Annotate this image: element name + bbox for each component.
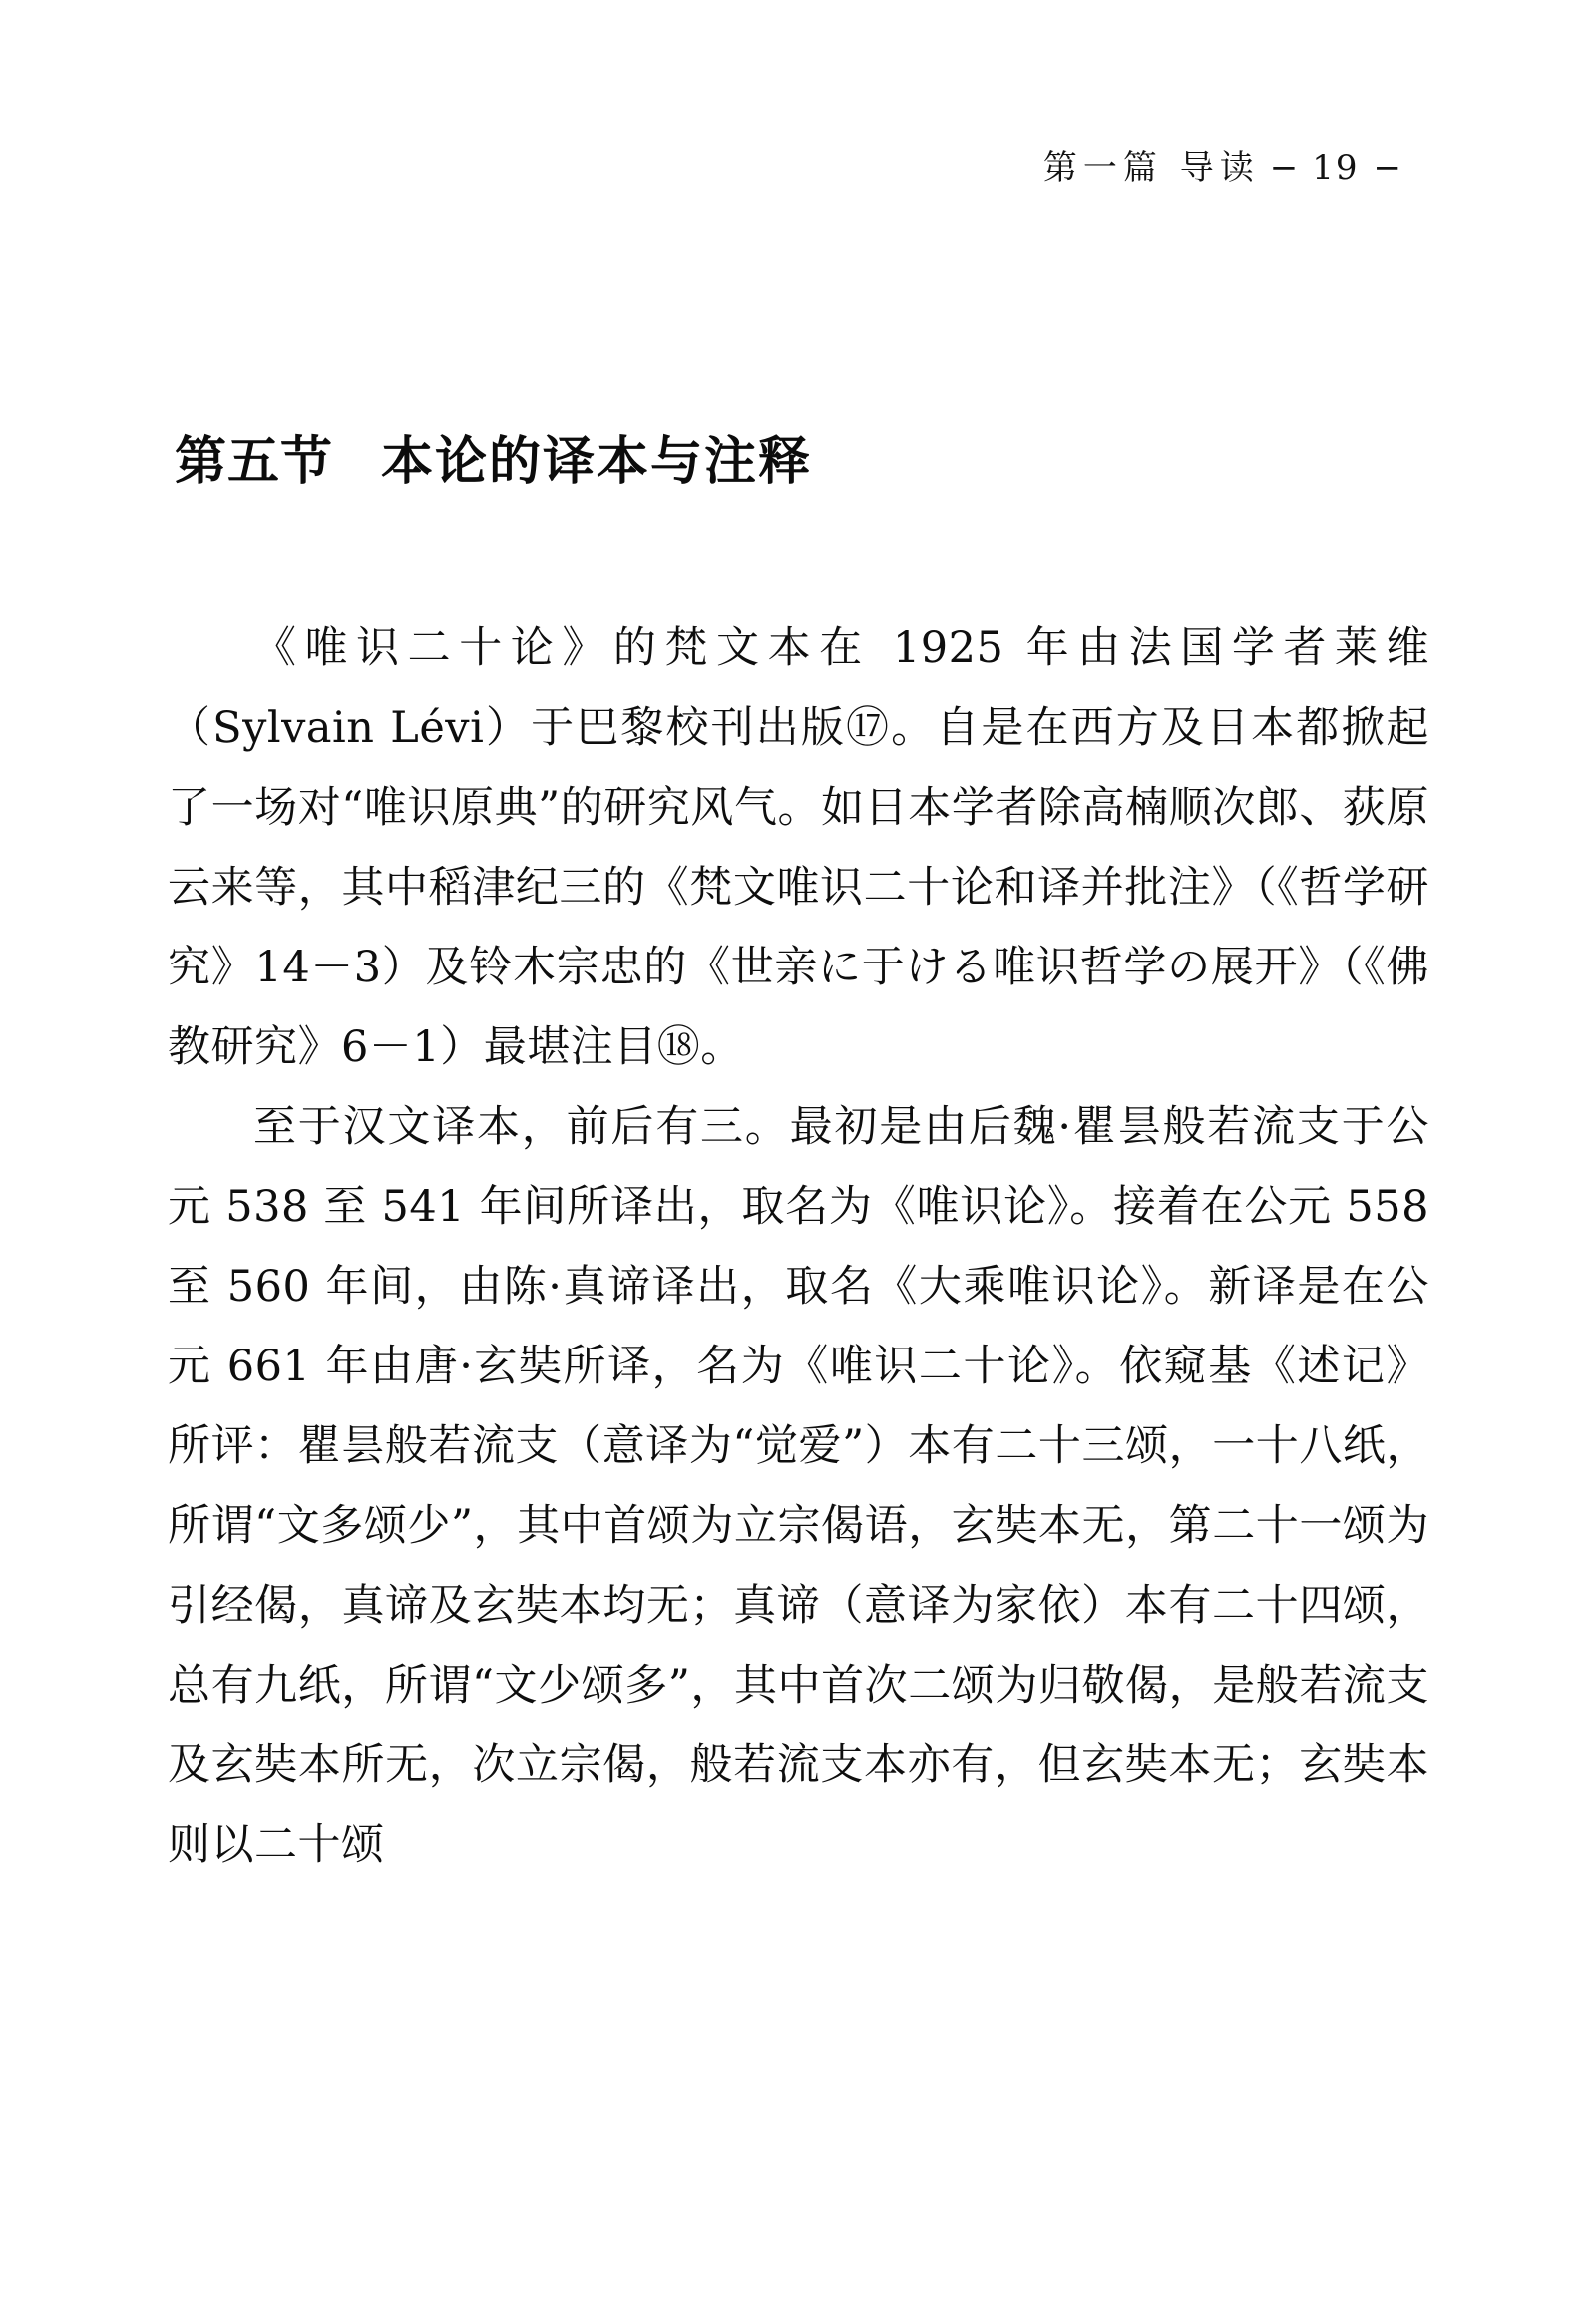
header-dash-right: − bbox=[1373, 148, 1401, 188]
page-number: 19 bbox=[1312, 148, 1360, 188]
body-text-block bbox=[168, 608, 1429, 1885]
header-section-label: 第一篇 导读 bbox=[1042, 148, 1260, 188]
paragraph: 《唯识二十论》的梵文本在 1925 年由法国学者莱维（Sylvain Lévi）于巴黎校刊出版⑰。自是在西方及日本都掀起了一场对“唯识原典”的研究风气。如日本学者除高楠顺次郎、荻原云来等，其中稻津纪三的《梵文唯识二十论和译并批注》（《哲学研究》14－3）及铃木宗忠的《世亲に于ける唯识哲学の展开》（《佛教研究》6－1）最堪注目⑱。 bbox=[168, 623, 1429, 1072]
page-header bbox=[1043, 140, 1411, 189]
section-number: 第五节 bbox=[175, 430, 334, 492]
header-dash-left: − bbox=[1269, 148, 1299, 188]
paragraph: 至于汉文译本，前后有三。最初是由后魏·瞿昙般若流支于公元 538 至 541 年间所译出，取名为《唯识论》。接着在公元 558 至 560 年间，由陈·真谛译出，取名《大乘唯识论》。新译是在公元 661 年由唐·玄奘所译，名为《唯识二十论》。依窥基《述记》所评：瞿昙般若流支（意译为“觉爱”）本有二十三颂，一十八纸，所谓“文多颂少”，其中首颂为立宗偈语，玄奘本无，第二十一颂为引经偈，真谛及玄奘本均无；真谛（意译为家依）本有二十四颂，总有九纸，所谓“文少颂多”，其中首次二颂为归敬偈，是般若流支及玄奘本所无，次立宗偈，般若流支本亦有，但玄奘本无；玄奘本则以二十颂 bbox=[168, 1102, 1429, 1870]
section-heading bbox=[175, 419, 812, 494]
section-title-text: 本论的译本与注释 bbox=[381, 430, 813, 492]
